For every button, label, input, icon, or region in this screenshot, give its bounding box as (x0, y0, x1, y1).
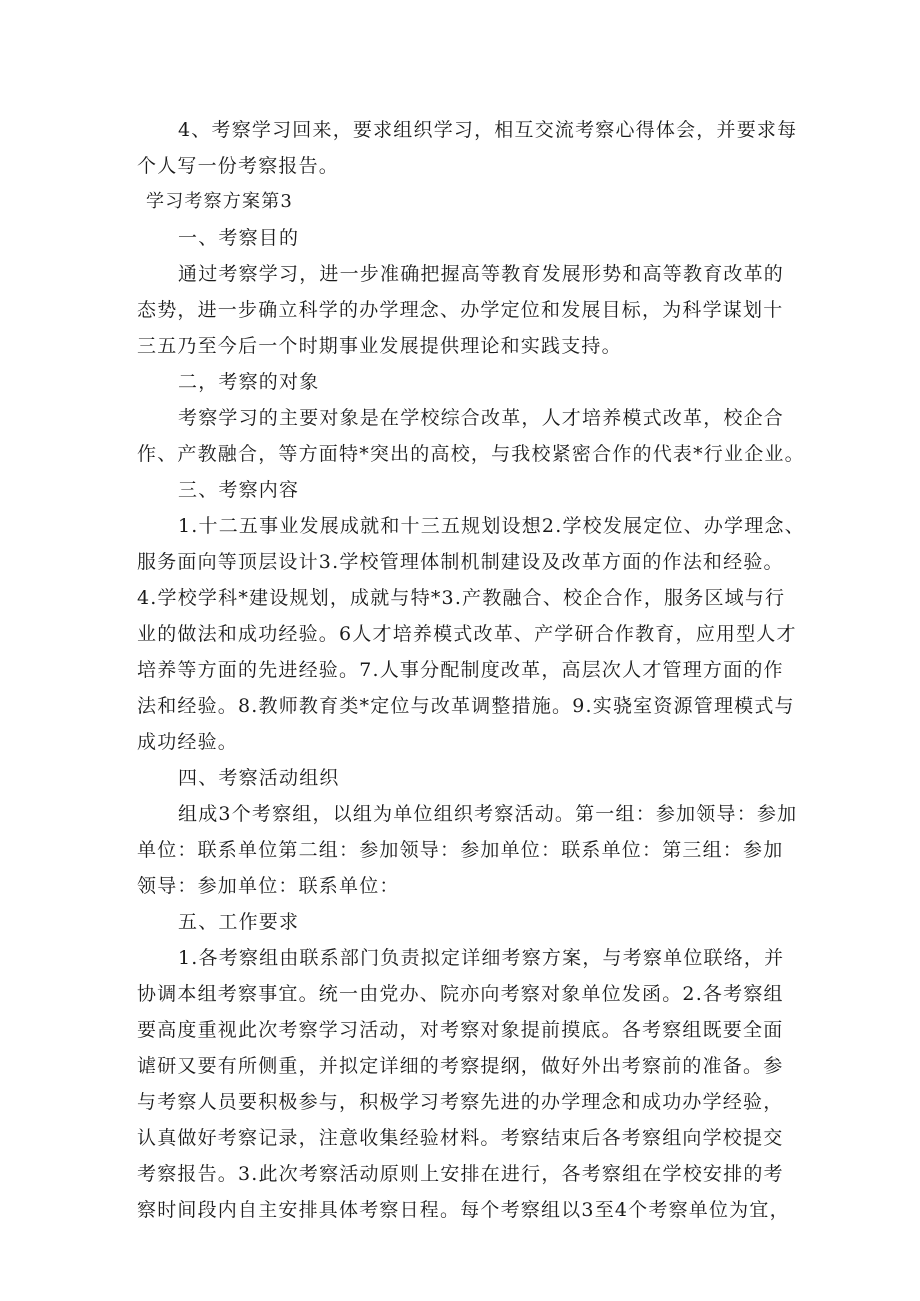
text-line: 个人写一份考察报告。 (137, 155, 340, 177)
text-line: 三五乃至今后一个时期事业发展提供理论和实践支持。 (137, 335, 622, 357)
section-heading: 四、考察活动组织 (178, 767, 340, 789)
text-line: 协调本组考察事宜。统一由党办、院亦向考察对象单位发函。2.各考察组 (137, 983, 784, 1005)
section-title: 学习考察方案第3 (146, 191, 294, 212)
text-line: 察时间段内自主安排具体考察日程。每个考察组以3至4个考察单位为宜， (137, 1199, 790, 1221)
text-line: 服务面向等顶层设计3.学校管理体制机制建设及改革方面的作法和经验。 (137, 551, 784, 573)
text-line: 1.各考察组由联系部门负责拟定详细考察方案，与考察单位联络，并 (178, 947, 785, 969)
text-line: 态势，进一步确立科学的办学理念、办学定位和发展目标，为科学谋划十 (137, 299, 784, 321)
section-heading: 五、工作要求 (178, 911, 300, 933)
text-line: 通过考察学习，进一步准确把握高等教育发展形势和高等教育改革的 (178, 263, 785, 285)
text-line: 1.十二五事业发展成就和十三五规划设想2.学校发展定位、办学理念、 (178, 515, 805, 537)
text-line: 法和经验。8.教师教育类*定位与改革调整措施。9.实骁室资源管理模式与 (137, 695, 795, 717)
section-heading: 二，考察的对象 (178, 371, 320, 393)
text-line: 领导：参加单位：联系单位： (137, 875, 400, 897)
section-heading: 一、考察目的 (178, 227, 300, 249)
text-line: 组成3个考察组，以组为单位组织考察活动。第一组：参加领导：参加 (178, 803, 798, 825)
text-line: 作、产教融合，等方面特*突出的高校，与我校紧密合作的代表*行业企业。 (137, 443, 805, 465)
text-line: 单位：联系单位第二组：参加领导：参加单位：联系单位：第三组：参加 (137, 839, 784, 861)
text-line: 4、考察学习回来，要求组织学习，相互交流考察心得体会，并要求每 (178, 119, 798, 141)
section-heading: 三、考察内容 (178, 479, 300, 501)
text-line: 谑研又要有所侧重，并拟定详细的考察提纲，做好外出考察前的准备。参 (137, 1055, 784, 1077)
text-line: 与考察人员要积极参与，积极学习考察先进的办学理念和成功办学经验， (137, 1091, 784, 1113)
text-line: 考察学习的主要对象是在学校综合改革，人才培养模式改革，校企合 (178, 407, 785, 429)
text-line: 认真做好考察记录，注意收集经验材料。考察结束后各考察组向学校提交 (137, 1127, 784, 1149)
text-line: 培养等方面的先进经验。7.人事分配制度改革，高层次人才管理方面的作 (137, 659, 784, 681)
text-line: 考察报告。3.此次考察活动原则上安排在进行，各考察组在学校安排的考 (137, 1163, 784, 1185)
text-line: 4.学校学科*建设规划，成就与特*3.产教融合、校企合作，服务区域与行 (137, 587, 786, 609)
text-line: 要高度重视此次考察学习活动，对考察对象提前摸底。各考察组既要全面 (137, 1019, 784, 1041)
text-line: 成功经验。 (137, 731, 239, 753)
text-line: 业的做法和成功经验。6人才培养模式改革、产学研合作教育，应用型人才 (137, 623, 797, 645)
